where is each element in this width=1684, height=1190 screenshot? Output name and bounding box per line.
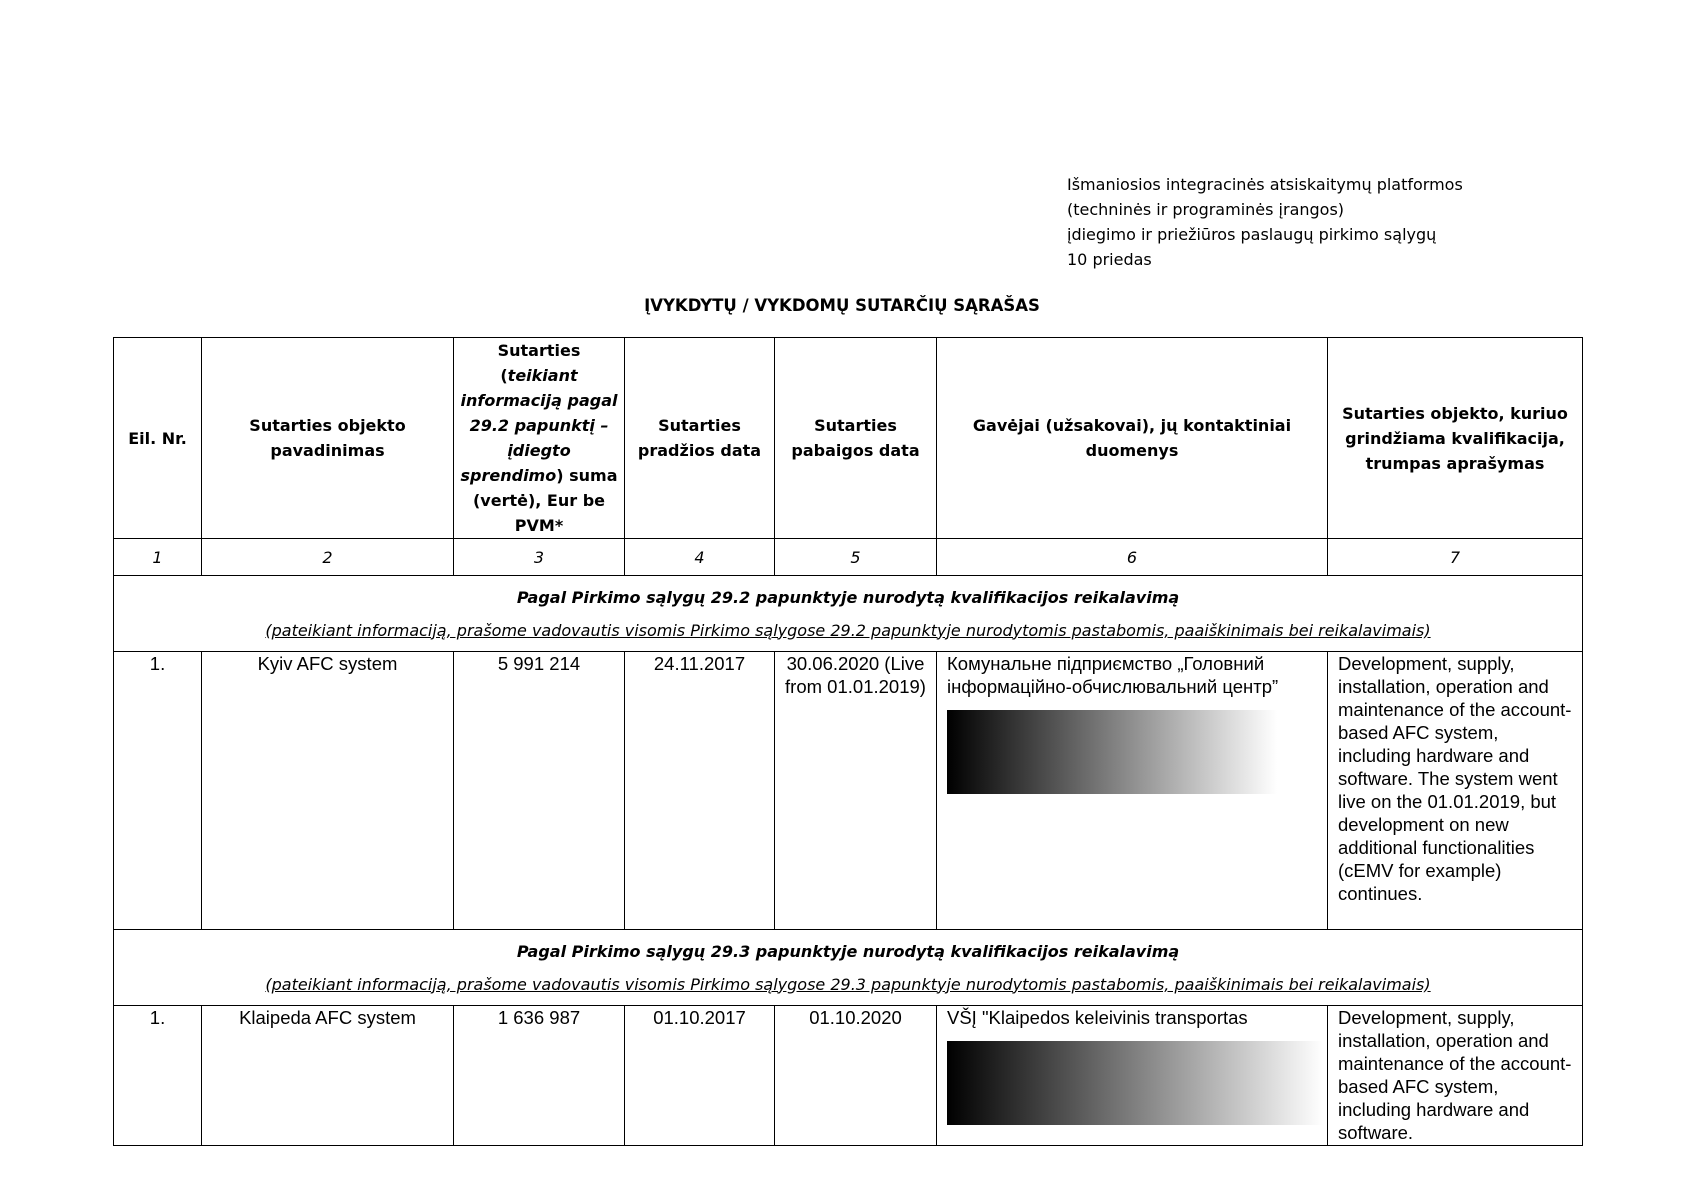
col-header-description: Sutarties objekto, kuriuo grindžiama kvalifikacija, trumpas aprašymas	[1328, 338, 1583, 539]
col-header-amount	[454, 338, 625, 539]
cell-nr: 1.	[114, 1006, 202, 1146]
col-header-start: Sutarties pradžios data	[625, 338, 775, 539]
column-number: 5	[775, 539, 937, 576]
col-header-amount-italic: teikiant informaciją pagal 29.2 papunktį – įdiegto sprendimo	[460, 366, 618, 485]
cell-end: 01.10.2020	[775, 1006, 937, 1146]
section-header-row	[114, 930, 1583, 1006]
cell-description: Development, supply, installation, operation and maintenance of the account-based AFC system, including hardware and software. The system went live on the 01.01.2019, but development on new additional functionalities (cEMV for example) continues.	[1328, 652, 1583, 930]
cell-amount: 5 991 214	[454, 652, 625, 930]
cell-recipient	[937, 652, 1328, 930]
table-header-row	[114, 338, 1583, 539]
recipient-name: VŠĮ "Klaipedos keleivinis transportas	[947, 1007, 1248, 1028]
cell-recipient	[937, 1006, 1328, 1146]
col-header-amount-part: Sutarties (	[497, 341, 581, 385]
section-title: Pagal Pirkimo sąlygų 29.3 papunktyje nurodytą kvalifikacijos reikalavimą	[516, 941, 1180, 961]
section-title: Pagal Pirkimo sąlygų 29.2 papunktyje nurodytą kvalifikacijos reikalavimą	[516, 587, 1180, 607]
col-header-nr: Eil. Nr.	[114, 338, 202, 539]
column-number: 4	[625, 539, 775, 576]
column-number: 3	[454, 539, 625, 576]
table-row	[114, 652, 1583, 930]
section-note: (pateikiant informaciją, prašome vadovautis visomis Pirkimo sąlygose 29.3 papunktyje nurodytomis pastabomis, paaiškinimais bei reikalavimais)	[265, 974, 1431, 994]
contracts-table	[113, 337, 1583, 1146]
annex-header	[1067, 172, 1463, 272]
cell-name: Kyiv AFC system	[202, 652, 454, 930]
column-number: 6	[937, 539, 1328, 576]
redacted-contact-block	[947, 710, 1277, 794]
column-number: 1	[114, 539, 202, 576]
col-header-amount-part: ) suma (vertė), Eur be PVM*	[472, 466, 618, 535]
section-header	[114, 930, 1583, 1006]
document-title: ĮVYKDYTŲ / VYKDOMŲ SUTARČIŲ SĄRAŠAS	[644, 296, 1040, 315]
section-header-row	[114, 576, 1583, 652]
cell-description: Development, supply, installation, operation and maintenance of the account-based AFC system, including hardware and software.	[1328, 1006, 1583, 1146]
cell-start: 24.11.2017	[625, 652, 775, 930]
table-row	[114, 1006, 1583, 1146]
cell-amount: 1 636 987	[454, 1006, 625, 1146]
cell-nr: 1.	[114, 652, 202, 930]
col-header-name: Sutarties objekto pavadinimas	[202, 338, 454, 539]
cell-start: 01.10.2017	[625, 1006, 775, 1146]
recipient-name: Комунальне підприємство „Головний інформаційно-обчислювальний центр”	[947, 653, 1279, 697]
annex-header-line: Išmaniosios integracinės atsiskaitymų platformos	[1067, 175, 1463, 194]
redacted-contact-block	[947, 1041, 1323, 1125]
col-header-recipient: Gavėjai (užsakovai), jų kontaktiniai duomenys	[937, 338, 1328, 539]
annex-header-line: 10 priedas	[1067, 250, 1152, 269]
cell-name: Klaipeda AFC system	[202, 1006, 454, 1146]
column-number-row	[114, 539, 1583, 576]
section-note: (pateikiant informaciją, prašome vadovautis visomis Pirkimo sąlygose 29.2 papunktyje nurodytomis pastabomis, paaiškinimais bei reikalavimais)	[265, 620, 1431, 640]
cell-end: 30.06.2020 (Live from 01.01.2019)	[775, 652, 937, 930]
annex-header-line: įdiegimo ir priežiūros paslaugų pirkimo sąlygų	[1067, 225, 1437, 244]
col-header-end: Sutarties pabaigos data	[775, 338, 937, 539]
column-number: 7	[1328, 539, 1583, 576]
section-header	[114, 576, 1583, 652]
column-number: 2	[202, 539, 454, 576]
annex-header-line: (techninės ir programinės įrangos)	[1067, 200, 1345, 219]
